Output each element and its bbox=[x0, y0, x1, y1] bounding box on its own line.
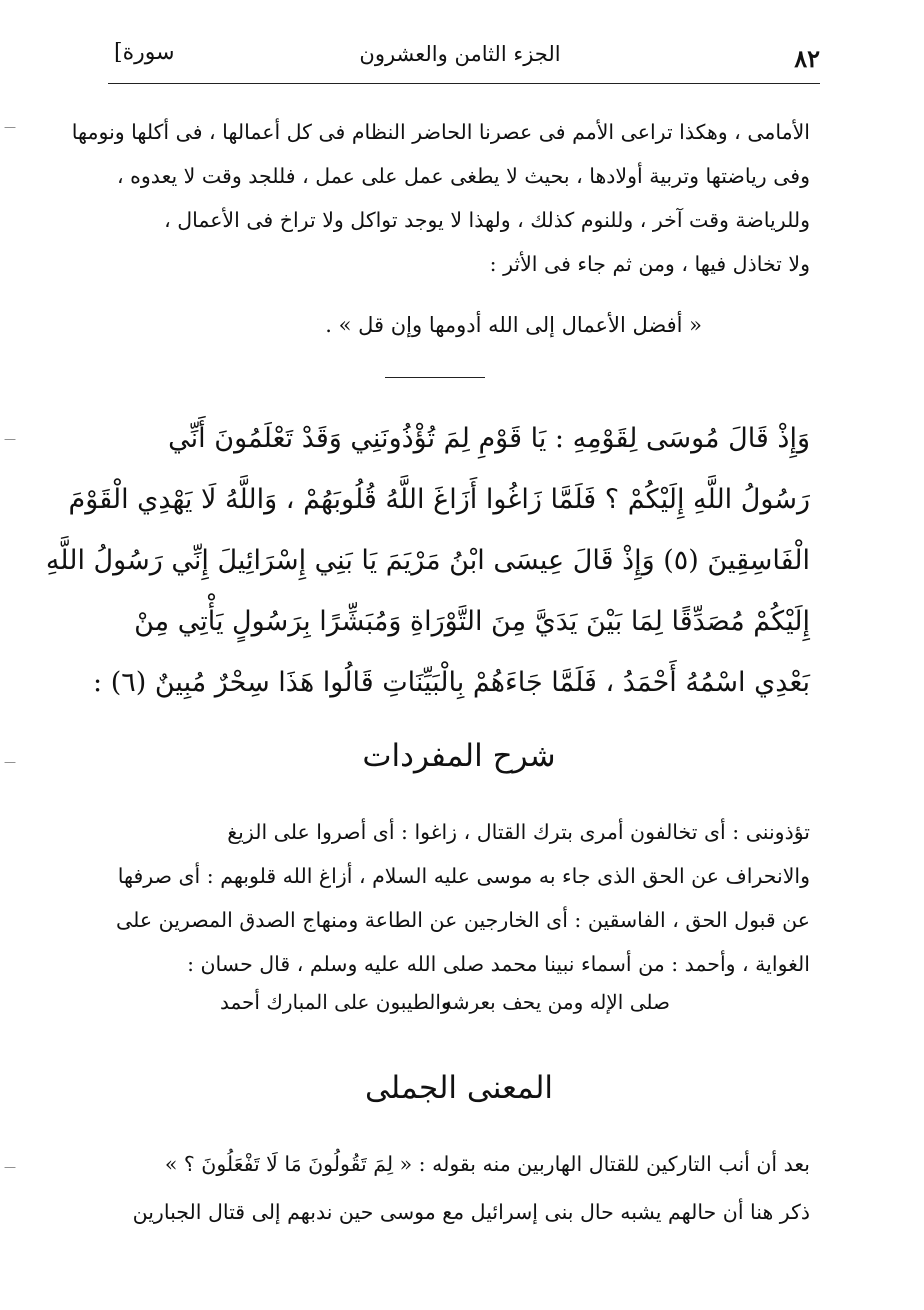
hadith-quote: « أفضل الأعمال إلى الله أدومها وإن قل » . bbox=[325, 313, 702, 337]
section-separator bbox=[385, 377, 485, 378]
verse-line: بَعْدِي اسْمُهُ أَحْمَدُ ، فَلَمَّا جَاءَهُمْ بِالْبَيِّنَاتِ قَالُوا هَذَا سِحْرٌ مُبِينٌ (٦) : bbox=[93, 667, 810, 698]
header-rule bbox=[108, 83, 820, 84]
vocab-heading: شرح المفردات bbox=[362, 738, 556, 774]
page-header bbox=[100, 34, 820, 84]
page-number: ٨٢ bbox=[794, 44, 820, 73]
intro-line: وفى رياضتها وتربية أولادها ، بحيث لا يطغى عمل على عمل ، فللجد وقت لا يعدوه ، bbox=[117, 164, 810, 188]
scan-margin-mark: — bbox=[4, 432, 16, 446]
part-title: الجزء الثامن والعشرون bbox=[359, 42, 561, 66]
surah-label: [سورة bbox=[114, 40, 175, 65]
couplet-second-half: والطيبون على المبارك أحمد bbox=[220, 990, 451, 1014]
verse-line: وَإِذْ قَالَ مُوسَى لِقَوْمِهِ : يَا قَوْمِ لِمَ تُؤْذُونَنِي وَقَدْ تَعْلَمُونَ أَنِّي bbox=[168, 423, 810, 454]
verse-line: إِلَيْكُمْ مُصَدِّقًا لِمَا بَيْنَ يَدَيَّ مِنَ التَّوْرَاةِ وَمُبَشِّرًا بِرَسُولٍ يَأْتِي مِنْ bbox=[134, 606, 810, 637]
vocab-line: عن قبول الحق ، الفاسقين : أى الخارجين عن الطاعة ومنهاج الصدق المصرين على bbox=[116, 908, 810, 932]
vocab-paragraph bbox=[108, 810, 810, 986]
intro-line: الأمامى ، وهكذا تراعى الأمم فى عصرنا الحاضر النظام فى كل أعمالها ، فى أكلها ونومها bbox=[71, 120, 810, 144]
intro-paragraph bbox=[71, 110, 810, 286]
intro-line: وللرياضة وقت آخر ، وللنوم كذلك ، ولهذا لا يوجد تواكل ولا تراخ فى الأعمال ، bbox=[164, 208, 810, 232]
meaning-line: بعد أن أنب التاركين للقتال الهاربين منه بقوله : « لِمَ تَقُولُونَ مَا لَا تَفْعَلُونَ ؟ » bbox=[164, 1152, 810, 1176]
intro-line: ولا تخاذل فيها ، ومن ثم جاء فى الأثر : bbox=[489, 252, 810, 276]
meaning-heading: المعنى الجملى bbox=[364, 1070, 554, 1106]
meaning-paragraph bbox=[108, 1140, 810, 1236]
meaning-line: ذكر هنا أن حالهم يشبه حال بنى إسرائيل مع موسى حين ندبهم إلى قتال الجبارين bbox=[132, 1200, 810, 1224]
vocab-line: تؤذوننى : أى تخالفون أمرى بترك القتال ، زاغوا : أى أصروا على الزيغ bbox=[227, 820, 810, 844]
scan-margin-mark: — bbox=[4, 1160, 16, 1174]
verse-line: رَسُولُ اللَّهِ إِلَيْكُمْ ؟ فَلَمَّا زَاغُوا أَزَاغَ اللَّهُ قُلُوبَهُمْ ، وَاللَّهُ لَا يَهْدِي الْقَوْمَ bbox=[68, 484, 810, 515]
couplet-first-half: صلى الإله ومن يحف بعرشه bbox=[442, 990, 670, 1014]
scan-margin-mark: — bbox=[4, 755, 16, 769]
vocab-line: والانحراف عن الحق الذى جاء به موسى عليه السلام ، أزاغ الله قلوبهم : أى صرفها bbox=[117, 864, 810, 888]
quran-verses bbox=[45, 408, 810, 713]
verse-line: الْفَاسِقِينَ (٥) وَإِذْ قَالَ عِيسَى ابْنُ مَرْيَمَ يَا بَنِي إِسْرَائِيلَ إِنِّي رَسُولُ اللَّهِ bbox=[45, 545, 810, 576]
scan-margin-mark: — bbox=[4, 120, 16, 134]
vocab-line: الغواية ، وأحمد : من أسماء نبينا محمد صلى الله عليه وسلم ، قال حسان : bbox=[187, 952, 810, 976]
